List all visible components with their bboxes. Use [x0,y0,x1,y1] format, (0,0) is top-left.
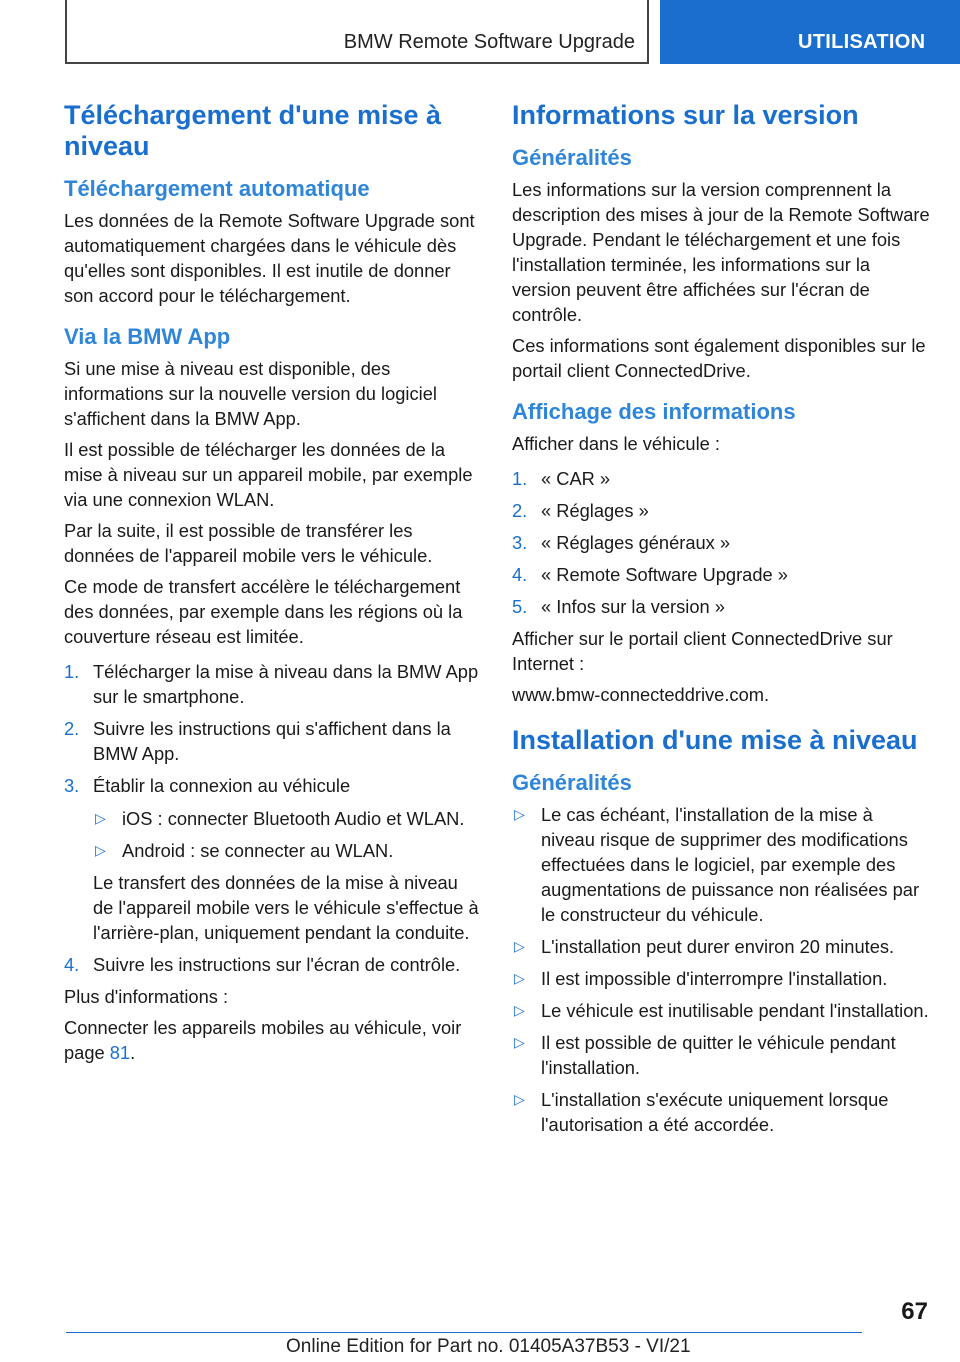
display-intro: Afficher dans le véhicule : [512,433,720,454]
version-paragraph-2: Ces informations sont également disponibles sur le portail client ConnectedDrive. [512,335,926,381]
connect-period: . [130,1042,136,1063]
app-paragraph-1: Si une mise à niveau est disponible, des informations sur la nouvelle version du logiciel s'affichent dans la BMW App. [64,358,437,429]
footer-edition: Online Edition for Part no. 01405A37B53 - VI/21 [286,1336,691,1357]
triangle-right-icon: ▷ [514,1034,525,1050]
auto-download-text: Les données de la Remote Software Upgrade sont automatiquement chargées dans le véhicule dès qu'elles sont disponibles. Il est inutile de donner son accord pour le téléchargement. [64,210,475,306]
bullet-text: Le cas échéant, l'installation de la mise à niveau risque de supprimer des modifications effectuées dans le logiciel, par exemple des augmentations de puissance non réalisées par le constructeur du véhicule. [541,804,920,925]
more-info-label: Plus d'informations : [64,986,229,1007]
list-item [512,934,930,959]
bullet-text: L'installation peut durer environ 20 minutes. [541,936,895,957]
app-steps-list [64,659,482,977]
portal-url: www.bmw-connecteddrive.com. [512,684,770,705]
triangle-right-icon: ▷ [95,810,106,826]
left-column [64,100,482,1071]
app-paragraph-3: Par la suite, il est possible de transférer les données de l'appareil mobile vers le véhicule. [64,520,433,566]
heading-display-info: Affichage des informations [512,399,796,424]
step-number: 4. [64,954,80,975]
page-reference-link[interactable]: 81 [109,1042,131,1063]
connect-devices-text [64,1015,482,1065]
list-item [93,806,482,831]
list-item [64,773,482,945]
portal-text: Afficher sur le portail client ConnectedDrive sur Internet : [512,628,893,674]
right-column [512,100,930,1144]
substep-text: iOS : connecter Bluetooth Audio et WLAN. [122,808,465,829]
substeps-list [93,806,482,863]
app-paragraph-2: Il est possible de télécharger les données de la mise à niveau sur un appareil mobile, par exemple via une connexion WLAN. [64,439,473,510]
step-number: 3. [64,775,80,796]
step-text: « Remote Software Upgrade » [541,564,788,585]
triangle-right-icon: ▷ [514,806,525,822]
step-text: Établir la connexion au véhicule [93,775,351,796]
triangle-right-icon: ▷ [514,938,525,954]
list-item [512,1087,930,1137]
list-item [512,1030,930,1080]
list-item [512,998,930,1023]
display-steps-list [512,466,930,619]
heading-general-version: Généralités [512,145,632,170]
bullet-text: Il est possible de quitter le véhicule pendant l'installation. [541,1032,896,1078]
bullet-text: Il est impossible d'interrompre l'installation. [541,968,888,989]
heading-download: Téléchargement d'une mise à niveau [64,100,442,161]
step-text: « CAR » [541,468,611,489]
version-paragraph-1: Les informations sur la version comprennent la description des mises à jour de la Remote Software Upgrade. Pendant le téléchargement et une fois l'installation terminée, les informations sur la version peuvent être affichées sur l'écran de contrôle. [512,179,930,325]
list-item [512,594,930,619]
section-title: BMW Remote Software Upgrade [343,31,635,53]
list-item [512,562,930,587]
list-item [64,716,482,766]
heading-version-info: Informations sur la version [512,100,859,130]
triangle-right-icon: ▷ [514,1002,525,1018]
connect-text: Connecter les appareils mobiles au véhicule, voir page [64,1017,462,1063]
step-number: 2. [64,718,80,739]
step3-note: Le transfert des données de la mise à niveau de l'appareil mobile vers le véhicule s'effectue à l'arrière-plan, uniquement pendant la conduite. [93,872,479,943]
heading-bmw-app: Via la BMW App [64,324,231,349]
footer-divider [66,1332,862,1333]
bullet-text: L'installation s'exécute uniquement lorsque l'autorisation a été accordée. [541,1089,889,1135]
list-item [512,466,930,491]
heading-general-install: Généralités [512,770,632,795]
step-number: 4. [512,564,528,585]
page-number: 67 [901,1298,928,1325]
step-text: Suivre les instructions qui s'affichent dans la BMW App. [93,718,451,764]
heading-auto-download: Téléchargement automatique [64,176,370,201]
bullet-text: Le véhicule est inutilisable pendant l'installation. [541,1000,929,1021]
step-number: 3. [512,532,528,553]
list-item [64,659,482,709]
install-bullets-list [512,802,930,1137]
step-number: 2. [512,500,528,521]
substep-text: Android : se connecter au WLAN. [122,840,394,861]
step-number: 1. [64,661,80,682]
step-text: Suivre les instructions sur l'écran de contrôle. [93,954,461,975]
step-number: 5. [512,596,528,617]
list-item [512,802,930,927]
heading-install: Installation d'une mise à niveau [512,725,918,755]
list-item [512,966,930,991]
list-item [512,498,930,523]
list-item [512,530,930,555]
step-text: « Réglages » [541,500,649,521]
app-paragraph-4: Ce mode de transfert accélère le téléchargement des données, par exemple dans les régions où la couverture réseau est limitée. [64,576,463,647]
step-number: 1. [512,468,528,489]
step-text: « Réglages généraux » [541,532,731,553]
triangle-right-icon: ▷ [95,842,106,858]
list-item [93,838,482,863]
step-text: « Infos sur la version » [541,596,725,617]
step-text: Télécharger la mise à niveau dans la BMW App sur le smartphone. [93,661,479,707]
chapter-tab [660,0,960,64]
section-title-bar [65,0,649,64]
triangle-right-icon: ▷ [514,1091,525,1107]
list-item [64,952,482,977]
chapter-title: UTILISATION [798,31,926,53]
triangle-right-icon: ▷ [514,970,525,986]
